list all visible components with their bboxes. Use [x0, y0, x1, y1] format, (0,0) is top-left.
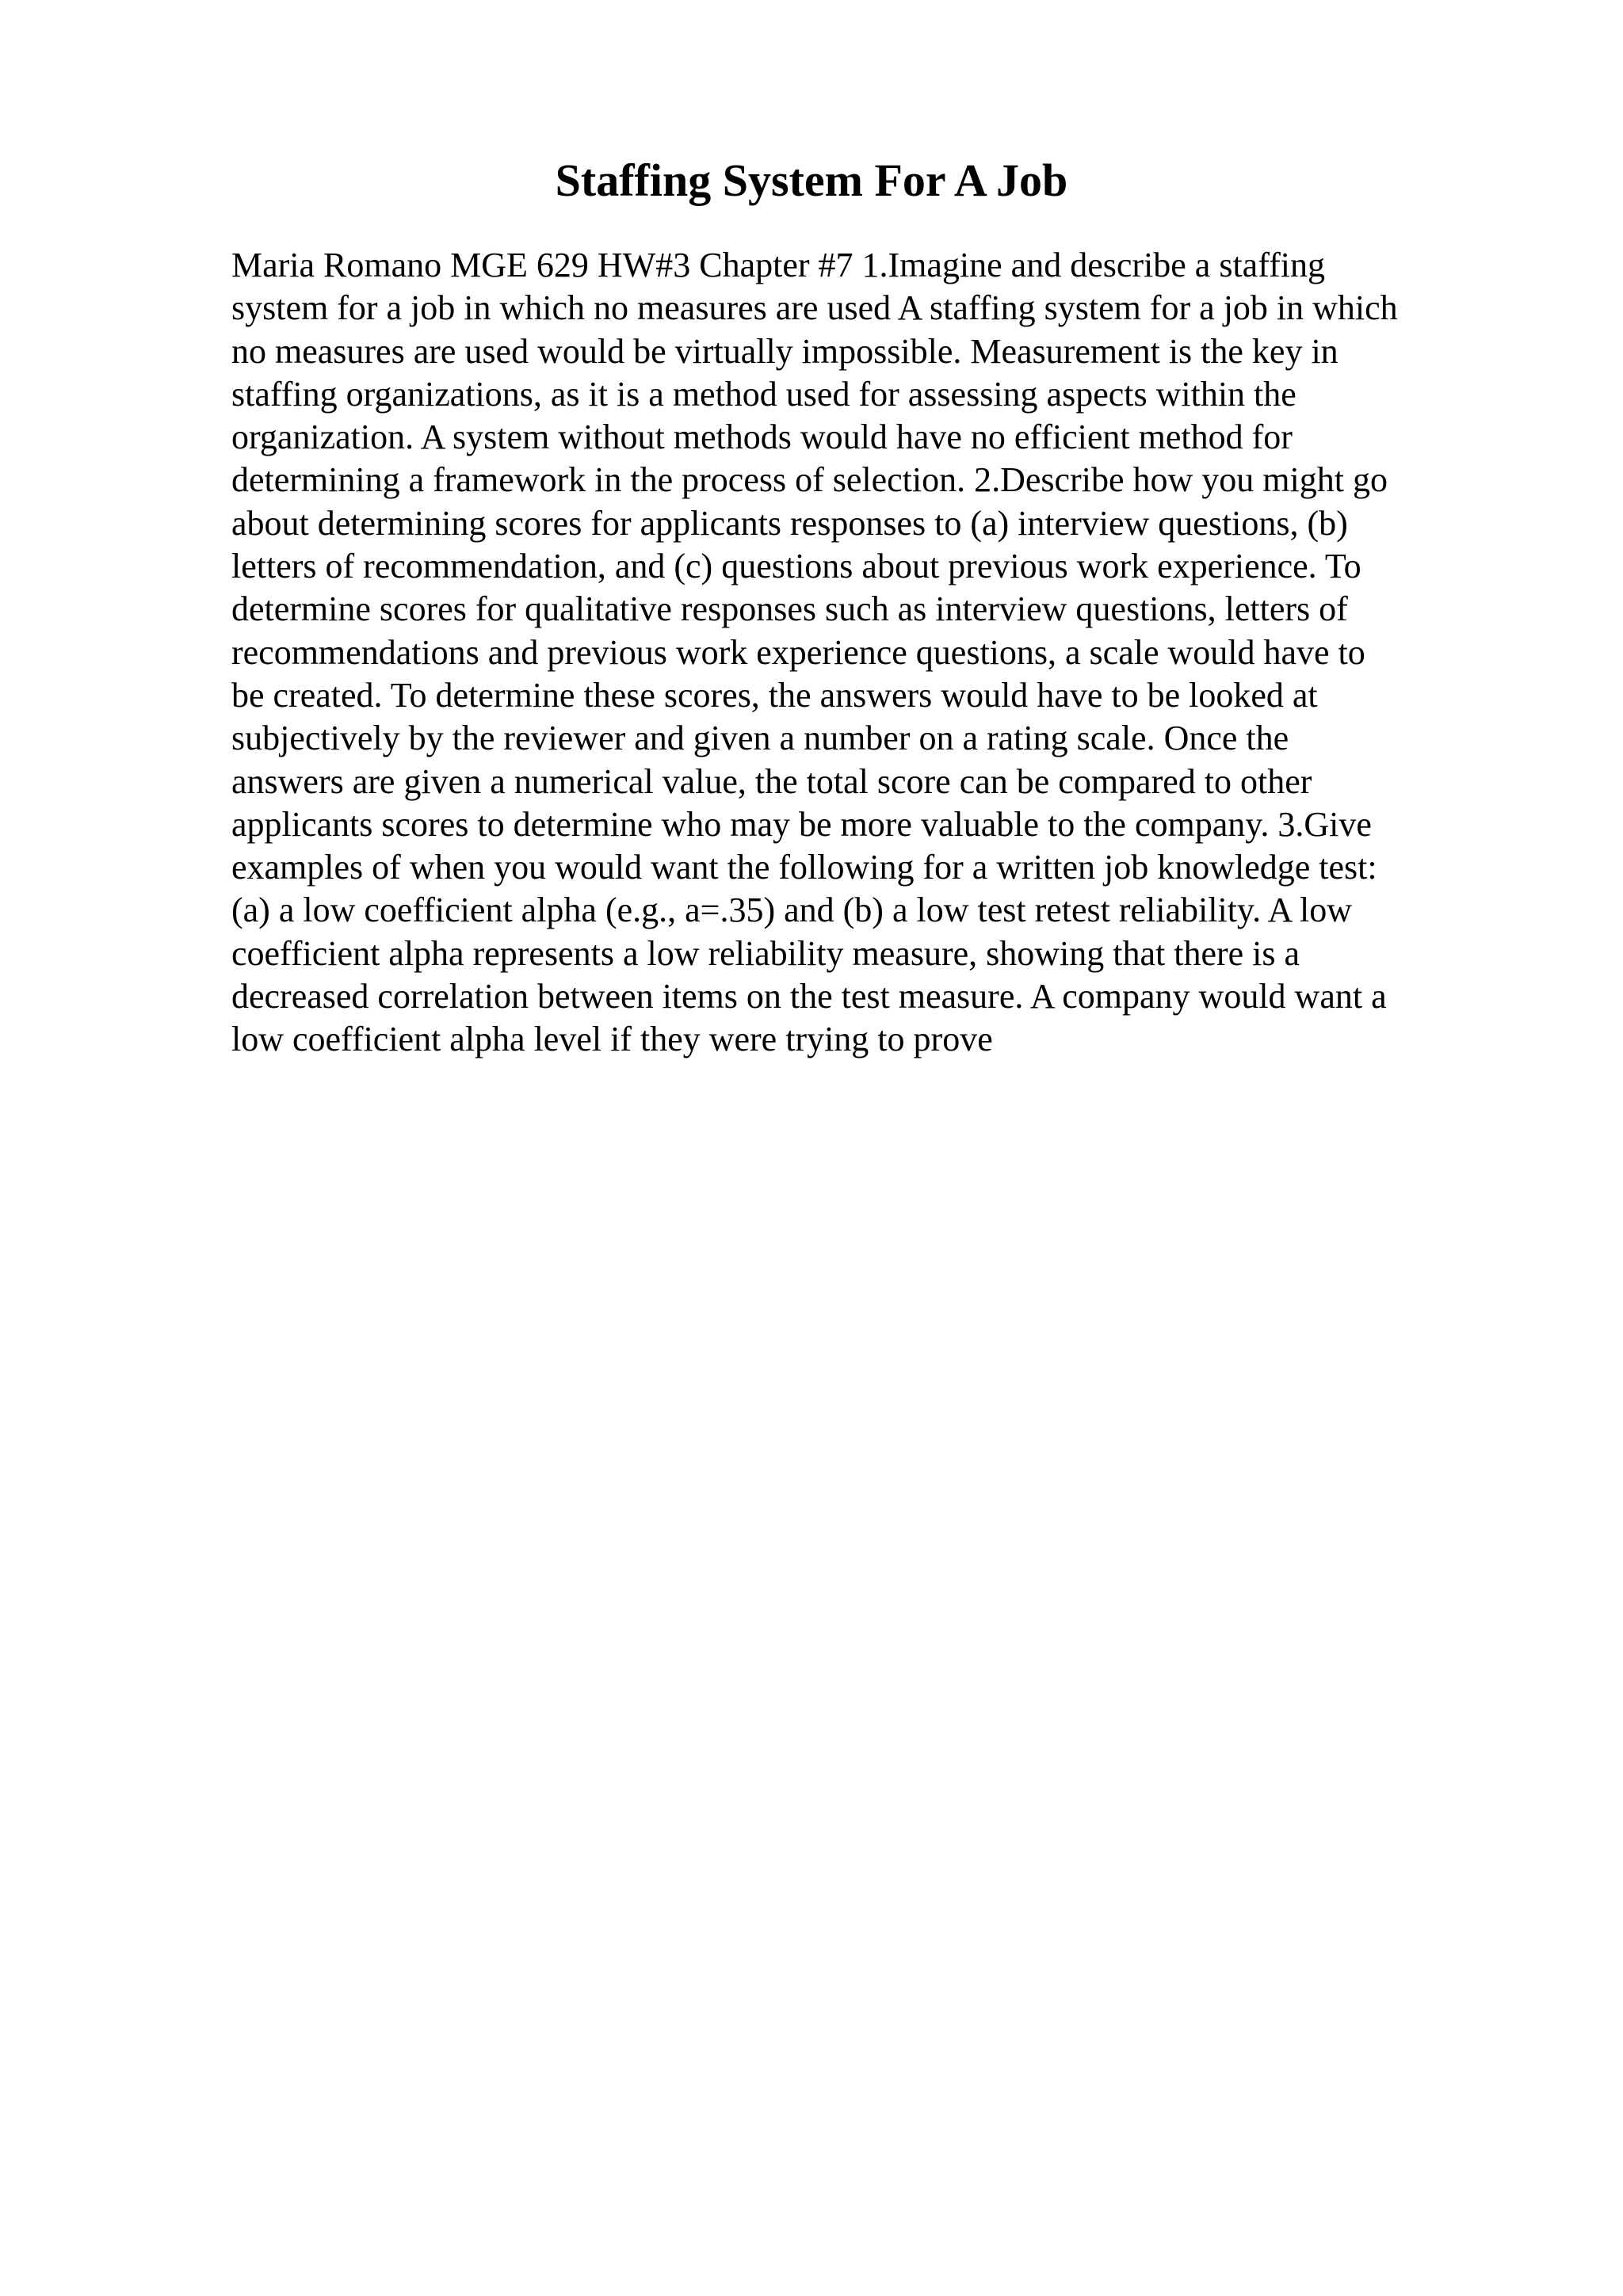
document-body — [231, 244, 1499, 1062]
body-line: staffing organizations, as it is a method used for assessing aspects within the — [231, 374, 1296, 414]
body-line: organization. A system without methods would have no efficient method for — [231, 418, 1293, 457]
body-line: answers are given a numerical value, the total score can be compared to other — [231, 761, 1312, 801]
body-line: low coefficient alpha level if they were trying to prove — [231, 1020, 993, 1059]
body-line: applicants scores to determine who may be more valuable to the company. 3.Give — [231, 804, 1372, 844]
body-line: no measures are used would be virtually impossible. Measurement is the key in — [231, 331, 1338, 371]
body-line: coefficient alpha represents a low reliability measure, showing that there is a — [231, 933, 1300, 973]
body-line: recommendations and previous work experience questions, a scale would have to — [231, 632, 1365, 672]
body-line: about determining scores for applicants responses to (a) interview questions, (b) — [231, 503, 1348, 543]
body-line: be created. To determine these scores, the answers would have to be looked at — [231, 675, 1318, 715]
body-line: determining a framework in the process of selection. 2.Describe how you might go — [231, 460, 1388, 500]
body-line: Maria Romano MGE 629 HW#3 Chapter #7 1.Imagine and describe a staffing — [231, 246, 1325, 284]
body-line: system for a job in which no measures are used A staffing system for a job in which — [231, 288, 1398, 328]
document-title: Staffing System For A Job — [555, 154, 1068, 206]
body-line: (a) a low coefficient alpha (e.g., a=.35) and (b) a low test retest reliability. A low — [231, 891, 1352, 930]
body-line: determine scores for qualitative responses such as interview questions, letters of — [231, 589, 1348, 629]
body-line: decreased correlation between items on the test measure. A company would want a — [231, 977, 1387, 1016]
body-line: examples of when you would want the following for a written job knowledge test: — [231, 848, 1377, 887]
body-line: letters of recommendation, and (c) questions about previous work experience. To — [231, 547, 1361, 586]
body-line: subjectively by the reviewer and given a number on a rating scale. Once the — [231, 719, 1289, 758]
